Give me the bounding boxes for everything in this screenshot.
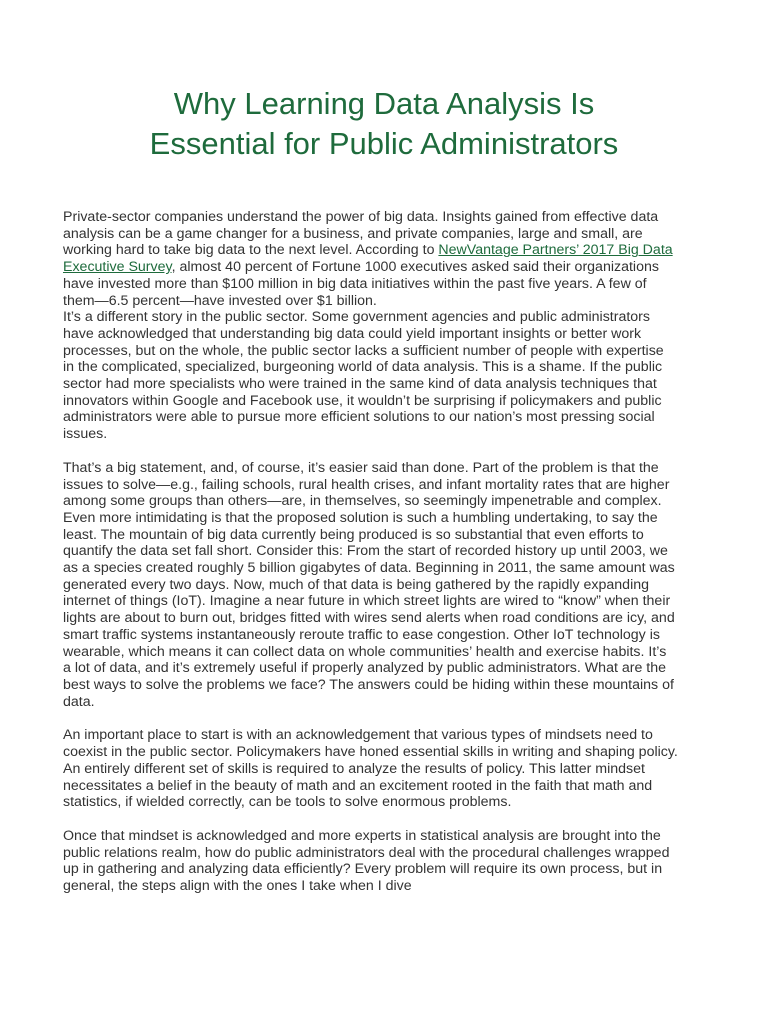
paragraph-4: An important place to start is with an acknowledgement that various types of mindsets need to coexist in the public sector. Policymakers have honed essential skills in writing and shaping policy. An entirely different set of skills is required to analyze the results of policy. This latter mindset necessitates a belief in the beauty of math and an excitement rooted in the faith that math and statistics, if wielded correctly, can be tools to solve enormous problems. — [63, 727, 678, 811]
paragraph-1-text-start: Private-sector companies understand the power of big data. Insights gained from effective data analysis can be a game changer for a business, and private companies, large and small, are working hard to take big data to the next level. According to — [63, 209, 659, 259]
paragraph-2: It’s a different story in the public sector. Some government agencies and public administrators have acknowledged that understanding big data could yield important insights or better work processes, but on the whole, the public sector lacks a sufficient number of people with expertise in the complicated, specialized, burgeoning world of data analysis. This is a shame. If the public sector had more specialists who were trained in the same kind of data analysis techniques that innovators within Google and Facebook use, it wouldn’t be surprising if policymakers and public administrators were able to pursue more efficient solutions to our nation’s most pressing social issues. — [63, 309, 664, 443]
article-body — [63, 209, 678, 912]
article-title-line-2: Essential for Public Administrators — [149, 126, 619, 161]
newvantage-survey-link[interactable]: NewVantage Partners’ 2017 Big Data Executive Survey — [63, 242, 673, 276]
paragraph-3: That’s a big statement, and, of course, it’s easier said than done. Part of the problem is that the issues to solve—e.g., failing schools, rural health crises, and infant mortality rates that are higher among some groups than others—are, in themselves, so seemingly impenetrable and complex. Even more intimidating is that the proposed solution is such a humbling undertaking, to say the least. The mountain of big data currently being produced is so substantial that even efforts to quantify the data set fall short. Consider this: From the start of recorded history up until 2003, we as a species created roughly 5 billion gigabytes of data. Beginning in 2011, the same amount was generated every two days. Now, much of that data is being gathered by the rapidly expanding internet of things (IoT). Imagine a near future in which street lights are wired to “know” when their lights are about to burn out, bridges fitted with wires send alerts when road conditions are icy, and smart traffic systems instantaneously reroute traffic to ease congestion. Other IoT technology is wearable, which means it can collect data on whole communities’ health and exercise habits. It’s a lot of data, and it’s extremely useful if properly analyzed by public administrators. What are the best ways to solve the problems we face? The answers could be hiding within these mountains of data. — [63, 459, 675, 710]
article-title-line-1: Why Learning Data Analysis Is — [173, 86, 595, 121]
article-title — [40, 84, 728, 164]
paragraph-1-text-end: , almost 40 percent of Fortune 1000 executives asked said their organizations have invested more than $100 million in big data initiatives within the past five years. A few of them—6.5 percent—have invested over $1 billion. — [63, 259, 659, 309]
paragraph-5: Once that mindset is acknowledged and more experts in statistical analysis are brought into the public relations realm, how do public administrators deal with the procedural challenges wrapped up in gathering and analyzing data efficiently? Every problem will require its own process, but in general, the steps align with the ones I take when I dive — [63, 827, 670, 895]
paragraph-1 — [63, 209, 678, 309]
